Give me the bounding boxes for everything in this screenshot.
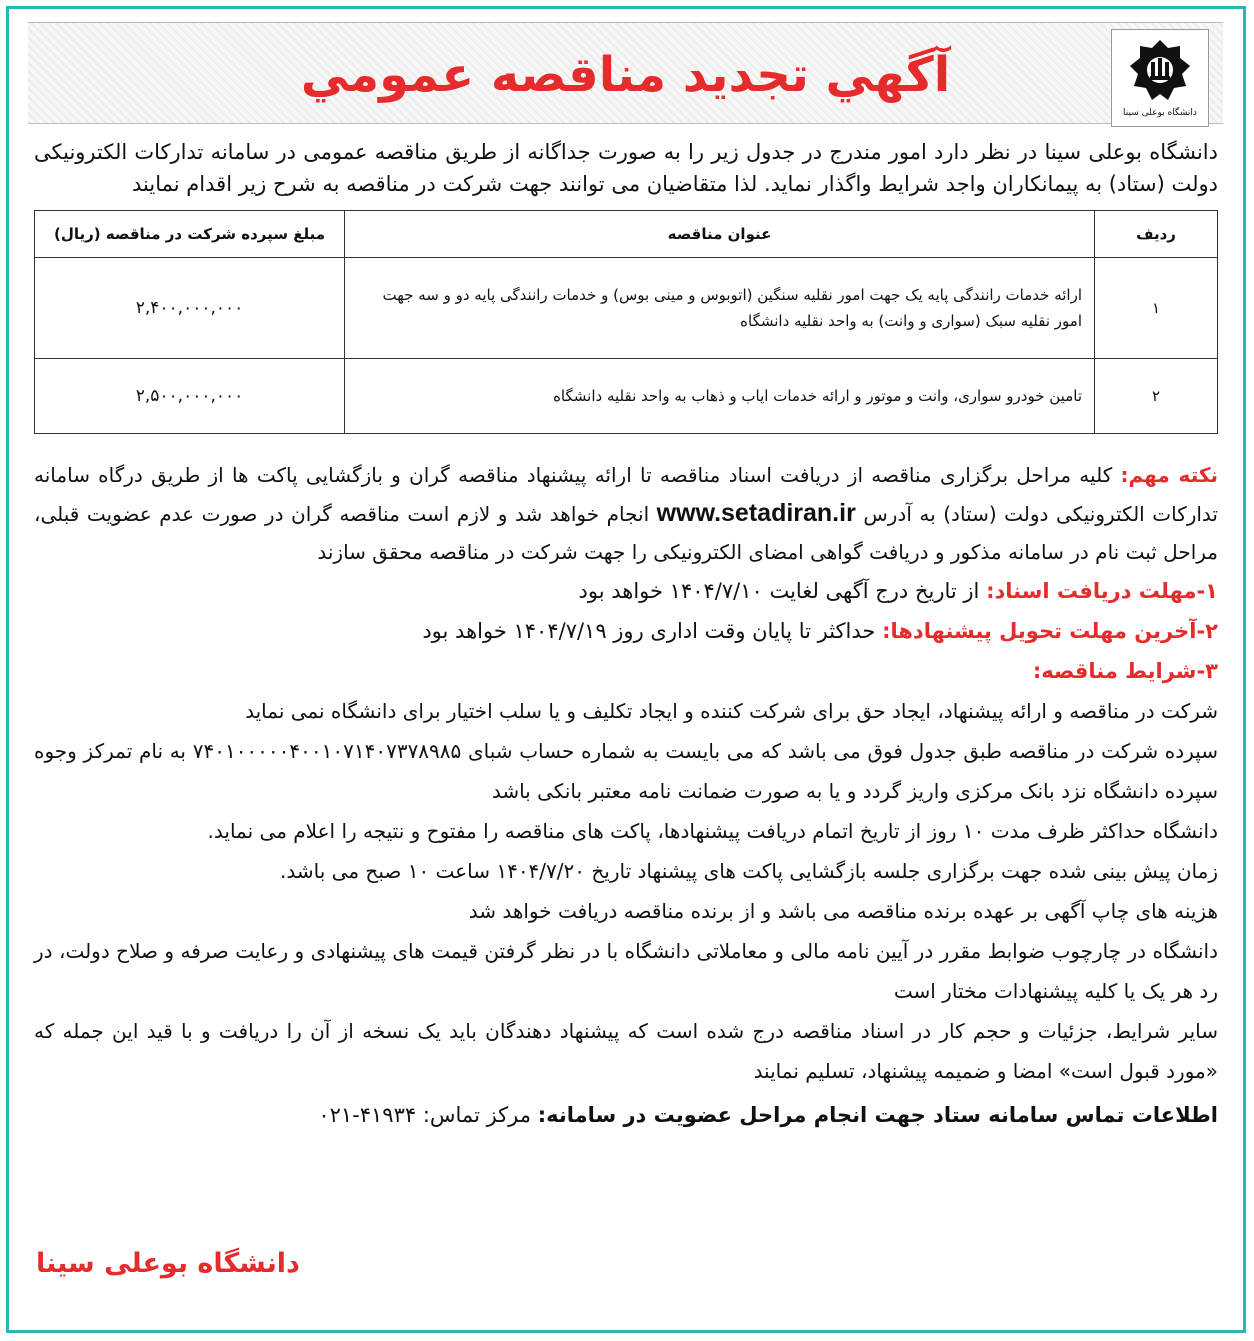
cell-deposit-amount: ۲,۵۰۰,۰۰۰,۰۰۰ [35,359,345,434]
deadline-label: ۲-آخرین مهلت تحویل پیشنهادها: [882,619,1218,643]
condition-item: دانشگاه حداکثر ظرف مدت ۱۰ روز از تاریخ اتمام دریافت پیشنهادها، پاکت های مناقصه را مفتوح و نتیجه را اعلام می نماید. [207,819,1218,843]
note-text-1: کلیه مراحل برگزاری مناقصه از دریافت اسناد مناقصه تا ارائه پیشنهاد مناقصه گران و بازگشایی پاکت ها از طریق درگاه سامانه تدارکات الکترونیکی دولت (ستاد) به آدرس [34,463,1218,526]
deadline-text: حداکثر تا پایان وقت اداری روز ۱۴۰۴/۷/۱۹ خواهد بود [422,619,883,643]
condition-item: شرکت در مناقصه و ارائه پیشنهاد، ایجاد حق برای شرکت کننده و ایجاد تکلیف و یا سلب اختیار برای دانشگاه نمی نماید [245,699,1218,723]
note-text-2: انجام خواهد شد و لازم است مناقصه گران در صورت عدم عضویت قبلی، مراحل ثبت نام در سامانه مذکور و دریافت گواهی امضای الکترونیکی را جهت شرکت در مناقصه محقق سازند [34,502,1218,564]
deadline-proposals [34,611,1218,651]
deadline-text: از تاریخ درج آگهی لغایت ۱۴۰۴/۷/۱۰ خواهد بود [578,579,987,603]
contact-number: مرکز تماس: ۴۱۹۳۴-۰۲۱ [318,1103,538,1127]
contact-label: اطلاعات تماس سامانه ستاد جهت انجام مراحل عضویت در سامانه: [537,1103,1218,1127]
contact-info [34,1095,1218,1135]
important-note [34,456,1218,571]
header-deposit-amount: مبلغ سپرده شرکت در مناقصه (ریال) [35,211,345,258]
cell-row-number: ۲ [1095,359,1218,434]
deadline-label: ۱-مهلت دریافت اسناد: [986,579,1218,603]
condition-item: سپرده شرکت در مناقصه طبق جدول فوق می باشد که می بایست به شماره حساب شبای ۷۴۰۱۰۰۰۰۰۴۰۰۱۰۷۱۴۰۷۳۷۸۹۸۵ به نام تمرکز وجوه سپرده دانشگاه نزد بانک مرکزی واریز گردد و یا به صورت ضمانت نامه معتبر بانکی باشد [34,739,1218,803]
header-row-number: ردیف [1095,211,1218,258]
logo-caption: دانشگاه بوعلی سینا [1123,108,1197,118]
deadline-documents [34,571,1218,611]
cell-tender-title: ارائه خدمات رانندگی پایه یک جهت امور نقلیه سنگین (اتوبوس و مینی بوس) و خدمات رانندگی پایه دو و سه جهت امور نقلیه سبک (سواری و وانت) به واحد نقلیه دانشگاه [345,258,1095,359]
tender-conditions-heading [34,651,1218,691]
header-band [28,22,1223,124]
notice-body [34,130,1218,1135]
table-row [35,359,1218,434]
university-logo [1111,29,1209,127]
table-row [35,258,1218,359]
cell-tender-title: تامین خودرو سواری، وانت و موتور و ارائه خدمات ایاب و ذهاب به واحد نقلیه دانشگاه [345,359,1095,434]
conditions-label: ۳-شرایط مناقصه: [1032,659,1218,683]
condition-item: هزینه های چاپ آگهی بر عهده برنده مناقصه می باشد و از برنده مناقصه دریافت خواهد شد [468,899,1218,923]
condition-item: زمان پیش بینی شده جهت برگزاری جلسه بازگشایی پاکت های پیشنهاد تاریخ ۱۴۰۴/۷/۲۰ ساعت ۱۰ صبح می باشد. [280,859,1218,883]
cell-deposit-amount: ۲,۴۰۰,۰۰۰,۰۰۰ [35,258,345,359]
note-label: نکته مهم: [1120,463,1218,487]
cell-row-number: ۱ [1095,258,1218,359]
intro-paragraph: دانشگاه بوعلی سینا در نظر دارد امور مندرج در جدول زیر را به صورت جداگانه از طریق مناقصه عمومی در سامانه تدارکات الکترونیکی دولت (ستاد) به پیمانکاران واجد شرایط واگذار نماید. لذا متقاضیان می توانند جهت شرکت در مناقصه به شرح زیر اقدام نمایند [34,140,1218,196]
header-tender-title: عنوان مناقصه [345,211,1095,258]
condition-item: سایر شرایط، جزئیات و حجم کار در اسناد مناقصه درج شده است که پیشنهاد دهندگان باید یک نسخه از آن را دریافت و با قید این جمله که «مورد قبول است» امضا و ضمیمه پیشنهاد، تسلیم نمایند [34,1019,1218,1083]
university-emblem-icon [1124,38,1196,106]
condition-item: دانشگاه در چارچوب ضوابط مقرر در آیین نامه مالی و معاملاتی دانشگاه با در نظر گرفتن قیمت های پیشنهادی و رعایت صرفه و صلاح دولت، در رد هر یک یا کلیه پیشنهادات مختار است [34,939,1218,1003]
setad-url-link[interactable]: www.setadiran.ir [656,499,856,527]
tender-table [34,210,1218,434]
signature: دانشگاه بوعلی سینا [36,1248,300,1279]
table-header-row [35,211,1218,258]
page-title: آگهي تجديد مناقصه عمومي [300,47,951,103]
